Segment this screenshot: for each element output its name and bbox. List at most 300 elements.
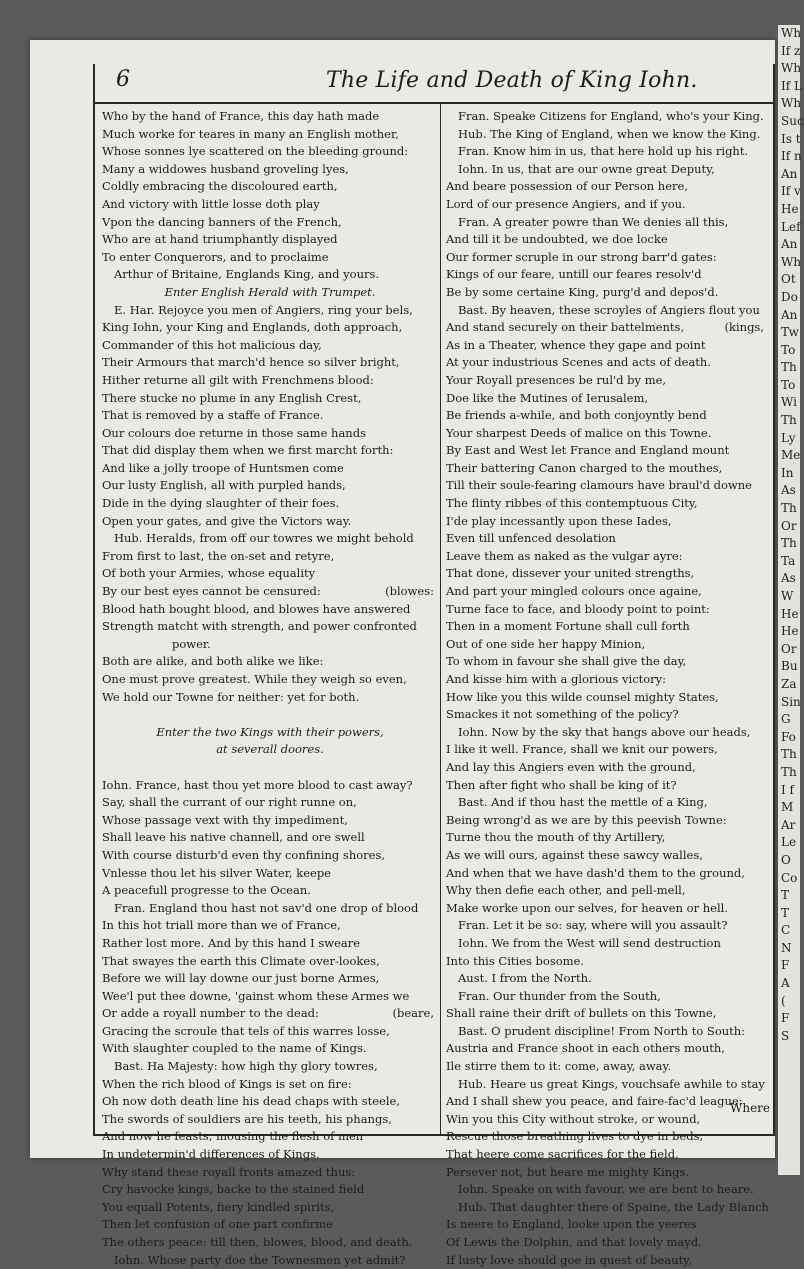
verse-line xyxy=(102,794,438,812)
verse-line xyxy=(102,249,438,267)
verse-text: Iohn. Speake on with favour, we are bent to heare. xyxy=(458,1182,754,1197)
facing-fragment: F xyxy=(781,1011,790,1026)
verse-text: Be by some certaine King, purg'd and depos'd. xyxy=(446,284,719,299)
verse-text: That heere come sacrifices for the field. xyxy=(446,1147,679,1162)
verse-line xyxy=(102,953,438,971)
verse-line xyxy=(446,812,768,830)
verse-text: Their Armours that march'd hence so silver bright, xyxy=(102,355,400,370)
verse-line xyxy=(446,953,768,971)
verse-line xyxy=(446,354,768,372)
verse-text: Rescue those breathing lives to dye in beds, xyxy=(446,1129,704,1144)
verse-line xyxy=(102,829,438,847)
verse-text: Be friends a-while, and both conjoyntly bend xyxy=(446,408,707,423)
facing-fragment: Wh xyxy=(781,96,802,111)
verse-line xyxy=(446,1234,768,1252)
page-number: 6 xyxy=(116,67,130,92)
verse-text: Coldly embracing the discoloured earth, xyxy=(102,179,338,194)
verse-line xyxy=(102,1040,438,1058)
verse-line xyxy=(446,829,768,847)
turnover-word: (blowes: xyxy=(385,584,434,599)
verse-text: Fran. Know him in us, that here hold up his right. xyxy=(458,144,749,159)
verse-text: To enter Conquerors, and to proclaime xyxy=(102,249,329,264)
verse-text: Why then defie each other, and pell-mell, xyxy=(446,883,686,898)
facing-fragment: A xyxy=(781,976,790,991)
verse-text: That is removed by a staffe of France. xyxy=(102,408,324,423)
running-title: The Life and Death of King Iohn. xyxy=(326,68,698,93)
verse-line xyxy=(446,988,768,1006)
facing-fragment: Or xyxy=(781,518,797,533)
verse-line xyxy=(102,354,438,372)
verse-line xyxy=(102,108,438,126)
facing-fragment: If L xyxy=(781,78,802,93)
verse-text: Our colours doe returne in those same hands xyxy=(102,425,366,440)
verse-line xyxy=(446,935,768,953)
verse-text: Fran. A greater powre than We denies all this, xyxy=(458,214,729,229)
verse-text: power. xyxy=(172,636,211,651)
column-divider xyxy=(440,104,441,1134)
verse-line xyxy=(446,1252,768,1269)
verse-line xyxy=(446,477,768,495)
verse-line xyxy=(446,724,768,742)
verse-line xyxy=(102,689,438,707)
verse-text: With course disturb'd even thy confining shores, xyxy=(102,847,386,862)
verse-text: Shall leave his native channell, and ore swell xyxy=(102,830,365,845)
verse-text: And I shall shew you peace, and faire-fac'd league: xyxy=(446,1094,743,1109)
verse-text: Hub. Heare us great Kings, vouchsafe awhile to stay xyxy=(458,1076,765,1091)
facing-fragment: O xyxy=(781,852,791,867)
verse-text: Dide in the dying slaughter of their foes. xyxy=(102,496,340,511)
verse-line xyxy=(102,196,438,214)
verse-text: And part your mingled colours once againe, xyxy=(446,584,702,599)
verse-line xyxy=(446,865,768,883)
verse-line xyxy=(446,618,768,636)
verse-line xyxy=(446,1093,768,1111)
facing-fragment: As xyxy=(781,571,796,586)
facing-fragment: Me xyxy=(781,448,801,463)
verse-line xyxy=(102,161,438,179)
verse-text: Into this Cities bosome. xyxy=(446,953,585,968)
verse-line xyxy=(102,1076,438,1094)
verse-text: Your sharpest Deeds of malice on this Towne. xyxy=(446,425,712,440)
verse-line xyxy=(102,178,438,196)
verse-text: Iohn. We from the West will send destruction xyxy=(458,935,721,950)
verse-line xyxy=(102,266,438,284)
verse-text: Shall raine their drift of bullets on this Towne, xyxy=(446,1006,717,1021)
verse-text: Iohn. France, hast thou yet more blood to cast away? xyxy=(102,777,413,792)
verse-text: Iohn. Whose party doe the Townesmen yet admit? xyxy=(114,1252,406,1267)
facing-fragment: Do xyxy=(781,289,798,304)
verse-text: As we will ours, against these sawcy walles, xyxy=(446,847,703,862)
verse-line xyxy=(102,724,438,742)
verse-line xyxy=(446,460,768,478)
verse-text: From first to last, the on-set and retyre, xyxy=(102,548,335,563)
verse-line xyxy=(446,917,768,935)
verse-text: Our lusty English, all with purpled hands, xyxy=(102,478,346,493)
facing-fragment: G xyxy=(781,712,791,727)
verse-text: I'de play incessantly upon these Iades, xyxy=(446,513,672,528)
verse-line xyxy=(102,372,438,390)
verse-line xyxy=(102,1146,438,1164)
verse-text: Our former scruple in our strong barr'd gates: xyxy=(446,249,717,264)
verse-text: Cry havocke kings, backe to the stained field xyxy=(102,1182,365,1197)
verse-text: Vnlesse thou let his silver Water, keepe xyxy=(102,865,331,880)
verse-text: By East and West let France and England mount xyxy=(446,443,730,458)
facing-fragment: Wi xyxy=(781,395,797,410)
verse-text: A peacefull progresse to the Ocean. xyxy=(102,883,311,898)
verse-line xyxy=(446,425,768,443)
verse-text: Leave them as naked as the vulgar ayre: xyxy=(446,548,683,563)
facing-fragment: If z xyxy=(781,43,801,58)
facing-fragment: C xyxy=(781,923,791,938)
verse-line xyxy=(102,1199,438,1217)
verse-line xyxy=(446,126,768,144)
verse-text: Persever not, but heare me mighty Kings. xyxy=(446,1164,690,1179)
verse-text: Ile stirre them to it: come, away, away. xyxy=(446,1059,672,1074)
verse-line xyxy=(102,1252,438,1269)
verse-line xyxy=(446,777,768,795)
verse-text: Their battering Canon charged to the mouthes, xyxy=(446,460,723,475)
verse-line xyxy=(446,143,768,161)
verse-line xyxy=(446,1005,768,1023)
verse-line xyxy=(102,442,438,460)
verse-text: There stucke no plume in any English Crest, xyxy=(102,390,362,405)
verse-text: Turne face to face, and bloody point to point: xyxy=(446,601,710,616)
verse-line xyxy=(446,1181,768,1199)
verse-line xyxy=(102,865,438,883)
facing-fragment: Za xyxy=(781,676,797,691)
verse-text: Hither returne all gilt with Frenchmens blood: xyxy=(102,372,374,387)
verse-line xyxy=(102,337,438,355)
verse-text: How like you this wilde counsel mighty States, xyxy=(446,689,719,704)
verse-line xyxy=(446,689,768,707)
catchword: Where xyxy=(730,1101,771,1115)
verse-text: And till it be undoubted, we doe locke xyxy=(446,232,668,247)
verse-text: The flinty ribbes of this contemptuous City, xyxy=(446,496,698,511)
facing-fragment: Is t xyxy=(781,131,801,146)
verse-line xyxy=(446,108,768,126)
verse-text: Iohn. Now by the sky that hangs above our heads, xyxy=(458,724,751,739)
facing-fragment: Ta xyxy=(781,553,796,568)
verse-line xyxy=(446,741,768,759)
verse-line xyxy=(446,706,768,724)
verse-text: And victory with little losse doth play xyxy=(102,196,320,211)
verse-line xyxy=(446,583,768,601)
verse-line xyxy=(102,759,438,777)
verse-text: Smackes it not something of the policy? xyxy=(446,707,679,722)
verse-text: As in a Theater, whence they gape and point xyxy=(446,337,706,352)
facing-fragment: Sin xyxy=(781,694,801,709)
verse-text: Doe like the Mutines of Ierusalem, xyxy=(446,390,649,405)
verse-line xyxy=(446,284,768,302)
verse-line xyxy=(446,1146,768,1164)
facing-fragment: Ly xyxy=(781,430,796,445)
verse-line xyxy=(446,548,768,566)
verse-line xyxy=(446,372,768,390)
facing-fragment: As xyxy=(781,483,796,498)
verse-text: Who by the hand of France, this day hath made xyxy=(102,109,380,123)
verse-text: And when that we have dash'd them to the ground, xyxy=(446,865,745,880)
verse-line xyxy=(102,671,438,689)
verse-line xyxy=(446,530,768,548)
verse-text: That did display them when we first marcht forth: xyxy=(102,443,394,458)
verse-text: Both are alike, and both alike we like: xyxy=(102,654,324,669)
verse-text: I like it well. France, shall we knit our powers, xyxy=(446,742,718,757)
facing-fragment: In xyxy=(781,465,794,480)
facing-fragment: Th xyxy=(781,536,797,551)
facing-fragment: He xyxy=(781,201,799,216)
verse-text: With slaughter coupled to the name of Kings. xyxy=(102,1041,367,1056)
verse-text: That done, dissever your united strengths, xyxy=(446,566,695,581)
verse-text: In undetermin'd differences of Kings. xyxy=(102,1147,320,1162)
turnover-word: (beare, xyxy=(392,1006,434,1021)
verse-text: Being wrong'd as we are by this peevish Towne: xyxy=(446,812,727,827)
facing-fragment: Th xyxy=(781,360,797,375)
verse-text: Much worke for teares in many an English mother, xyxy=(102,126,399,141)
verse-text: In this hot triall more than we of France, xyxy=(102,918,341,933)
verse-line xyxy=(446,266,768,284)
right-column xyxy=(446,108,771,1269)
facing-page-edge xyxy=(778,25,804,1175)
facing-fragment: S xyxy=(781,1028,790,1043)
verse-text: Is neere to England, looke upon the yeeres xyxy=(446,1217,697,1232)
verse-text: Hub. Heralds, from off our towres we might behold xyxy=(114,531,414,546)
verse-text: By our best eyes cannot be censured: xyxy=(102,584,321,599)
facing-fragment: An xyxy=(781,307,798,322)
verse-text: Enter English Herald with Trumpet. xyxy=(164,284,376,299)
verse-text: One must prove greatest. While they weigh so even, xyxy=(102,672,407,686)
facing-fragment: ( xyxy=(781,993,786,1008)
verse-text: Commander of this hot malicious day, xyxy=(102,337,322,352)
verse-text: Your Royall presences be rul'd by me, xyxy=(446,372,667,387)
verse-line xyxy=(446,161,768,179)
verse-text: You equall Potents, fiery kindled spirits, xyxy=(102,1199,335,1214)
verse-line xyxy=(102,917,438,935)
verse-line xyxy=(446,1199,768,1217)
verse-line xyxy=(102,1164,438,1182)
facing-fragment: Th xyxy=(781,747,797,762)
verse-text: Why stand these royall fronts amazed thus: xyxy=(102,1164,356,1179)
verse-text: That swayes the earth this Climate over-lookes, xyxy=(102,953,380,968)
verse-line xyxy=(446,495,768,513)
facing-fragment: Ar xyxy=(781,817,796,832)
facing-fragment: He xyxy=(781,624,799,639)
verse-text: Say, shall the currant of our right runne on, xyxy=(102,795,357,810)
verse-line xyxy=(102,706,438,724)
verse-line xyxy=(102,618,438,636)
verse-line xyxy=(102,319,438,337)
verse-text: Then in a moment Fortune shall cull forth xyxy=(446,619,690,634)
verse-line xyxy=(102,425,438,443)
verse-text: Open your gates, and give the Victors way. xyxy=(102,513,352,528)
verse-text: Kings of our feare, untill our feares resolv'd xyxy=(446,267,702,282)
verse-line xyxy=(446,1111,768,1129)
verse-line xyxy=(102,882,438,900)
facing-fragment: Le xyxy=(781,835,797,850)
verse-text: Out of one side her happy Minion, xyxy=(446,636,646,651)
verse-line xyxy=(446,636,768,654)
verse-line xyxy=(446,794,768,812)
verse-line xyxy=(102,1111,438,1129)
verse-text: And like a jolly troope of Huntsmen come xyxy=(102,460,344,475)
verse-line xyxy=(446,970,768,988)
verse-line xyxy=(102,460,438,478)
verse-line xyxy=(446,847,768,865)
verse-text: E. Har. Rejoyce you men of Angiers, ring your bels, xyxy=(114,302,413,317)
verse-text: Arthur of Britaine, Englands King, and yours. xyxy=(114,267,380,282)
verse-text: Bast. O prudent discipline! From North to South: xyxy=(458,1023,746,1038)
verse-line xyxy=(446,671,768,689)
verse-text: Turne thou the mouth of thy Artillery, xyxy=(446,830,666,845)
verse-text: Blood hath bought blood, and blowes have answered xyxy=(102,601,411,616)
verse-line xyxy=(102,601,438,619)
verse-text: Vpon the dancing banners of the French, xyxy=(102,214,342,229)
verse-text: Of both your Armies, whose equality xyxy=(102,566,316,581)
verse-text: Many a widdowes husband groveling lyes, xyxy=(102,161,349,176)
verse-text: At your industrious Scenes and acts of death. xyxy=(446,355,711,370)
verse-line xyxy=(102,513,438,531)
verse-line xyxy=(102,812,438,830)
facing-fragment: Co xyxy=(781,870,798,885)
facing-fragment: M xyxy=(781,800,794,815)
facing-fragment: Bu xyxy=(781,659,798,674)
verse-line xyxy=(102,126,438,144)
verse-line xyxy=(446,1040,768,1058)
verse-line xyxy=(446,442,768,460)
verse-text: Aust. I from the North. xyxy=(458,971,592,986)
facing-fragment: F xyxy=(781,958,790,973)
verse-line xyxy=(446,1058,768,1076)
verse-line xyxy=(446,249,768,267)
facing-fragment: Th xyxy=(781,501,797,516)
facing-fragment: Th xyxy=(781,764,797,779)
verse-line xyxy=(446,390,768,408)
verse-text: Oh now doth death line his dead chaps with steele, xyxy=(102,1094,401,1109)
verse-line xyxy=(446,231,768,249)
verse-text: King Iohn, your King and Englands, doth approach, xyxy=(102,320,403,335)
verse-text: Till their soule-fearing clamours have braul'd downe xyxy=(446,478,752,493)
verse-text: Before we will lay downe our just borne Armes, xyxy=(102,971,380,986)
verse-line xyxy=(446,513,768,531)
verse-text: Hub. The King of England, when we know the King. xyxy=(458,126,761,141)
verse-line xyxy=(102,231,438,249)
verse-text: Or adde a royall number to the dead: xyxy=(102,1006,319,1021)
verse-line xyxy=(102,390,438,408)
verse-text: Bast. Ha Majesty: how high thy glory towres, xyxy=(114,1059,378,1074)
verse-text: And now he feasts, mousing the flesh of men xyxy=(102,1129,364,1144)
verse-line xyxy=(446,178,768,196)
verse-line xyxy=(446,1164,768,1182)
verse-line xyxy=(102,1181,438,1199)
verse-text: Lord of our presence Angiers, and if you. xyxy=(446,196,686,211)
verse-text: The others peace: till then, blowes, blood, and death. xyxy=(102,1235,413,1249)
verse-text: Enter the two Kings with their powers, xyxy=(156,724,384,739)
verse-line xyxy=(102,495,438,513)
verse-text: Hub. That daughter there of Spaine, the Lady Blanch xyxy=(458,1199,769,1214)
facing-fragment: If v xyxy=(781,184,801,199)
verse-text: Bast. By heaven, these scroyles of Angiers flout you xyxy=(458,302,760,317)
verse-text: at severall doores. xyxy=(216,742,324,757)
verse-line xyxy=(102,900,438,918)
facing-fragment: Lef xyxy=(781,219,801,234)
verse-text: Bast. And if thou hast the mettle of a King, xyxy=(458,795,708,810)
verse-line xyxy=(102,284,438,302)
verse-line xyxy=(446,302,768,320)
verse-text: And kisse him with a glorious victory: xyxy=(446,672,667,686)
verse-line xyxy=(446,653,768,671)
verse-text: And stand securely on their battelments, xyxy=(446,320,685,335)
verse-line xyxy=(102,1023,438,1041)
facing-fragment: Wh xyxy=(781,61,802,76)
facing-fragment: Th xyxy=(781,413,797,428)
verse-text: Rather lost more. And by this hand I sweare xyxy=(102,935,361,950)
verse-text: Fran. England thou hast not sav'd one drop of blood xyxy=(114,900,419,915)
verse-line xyxy=(102,583,438,601)
facing-fragment: Wh xyxy=(781,26,802,40)
verse-line xyxy=(446,319,768,337)
facing-fragment: W xyxy=(781,589,794,603)
verse-text: The swords of souldiers are his teeth, his phangs, xyxy=(102,1111,392,1126)
verse-text: Win you this City without stroke, or wound, xyxy=(446,1111,701,1126)
facing-fragment: Or xyxy=(781,641,797,656)
verse-line xyxy=(102,1093,438,1111)
facing-fragment: N xyxy=(781,940,792,955)
verse-text: Gracing the scroule that tels of this warres losse, xyxy=(102,1023,390,1038)
facing-fragment: Suc xyxy=(781,113,804,128)
verse-text: Wee'l put thee downe, 'gainst whom these Armes we xyxy=(102,988,410,1003)
verse-line xyxy=(102,477,438,495)
verse-line xyxy=(102,530,438,548)
verse-text: When the rich blood of Kings is set on fire: xyxy=(102,1076,352,1091)
verse-text: If lusty love should goe in quest of beauty, xyxy=(446,1252,692,1267)
verse-line xyxy=(446,882,768,900)
verse-text: Make worke upon our selves, for heaven or hell. xyxy=(446,900,728,915)
verse-line xyxy=(102,970,438,988)
verse-line xyxy=(102,565,438,583)
facing-fragment: Ot xyxy=(781,272,796,287)
verse-line xyxy=(102,1128,438,1146)
verse-text: Austria and France shoot in each others mouth, xyxy=(446,1041,725,1056)
facing-fragment: Fo xyxy=(781,729,796,744)
verse-text: Who are at hand triumphantly displayed xyxy=(102,232,338,247)
facing-fragment: To xyxy=(781,342,796,357)
facing-fragment: He xyxy=(781,606,799,621)
facing-fragment: T xyxy=(781,905,790,920)
verse-line xyxy=(446,214,768,232)
verse-text: And lay this Angiers even with the ground, xyxy=(446,759,696,774)
verse-line xyxy=(102,1234,438,1252)
verse-line xyxy=(102,988,438,1006)
verse-text: Strength matcht with strength, and power confronted xyxy=(102,619,417,634)
verse-line xyxy=(446,1128,768,1146)
verse-text: And beare possession of our Person here, xyxy=(446,179,688,194)
facing-fragment: An xyxy=(781,237,798,252)
facing-fragment: Tw xyxy=(781,325,799,340)
verse-text: Iohn. In us, that are our owne great Deputy, xyxy=(458,161,715,176)
verse-line xyxy=(102,1005,438,1023)
verse-line xyxy=(446,601,768,619)
verse-line xyxy=(446,407,768,425)
verse-text: Fran. Speake Citizens for England, who's your King. xyxy=(458,109,764,123)
verse-line xyxy=(102,636,438,654)
verse-text: Whose passage vext with thy impediment, xyxy=(102,812,348,827)
verse-line xyxy=(102,653,438,671)
verse-line xyxy=(446,1076,768,1094)
turnover-word: (kings, xyxy=(724,320,764,335)
verse-line xyxy=(446,759,768,777)
verse-line xyxy=(446,1023,768,1041)
facing-fragment: An xyxy=(781,166,798,181)
verse-line xyxy=(446,900,768,918)
